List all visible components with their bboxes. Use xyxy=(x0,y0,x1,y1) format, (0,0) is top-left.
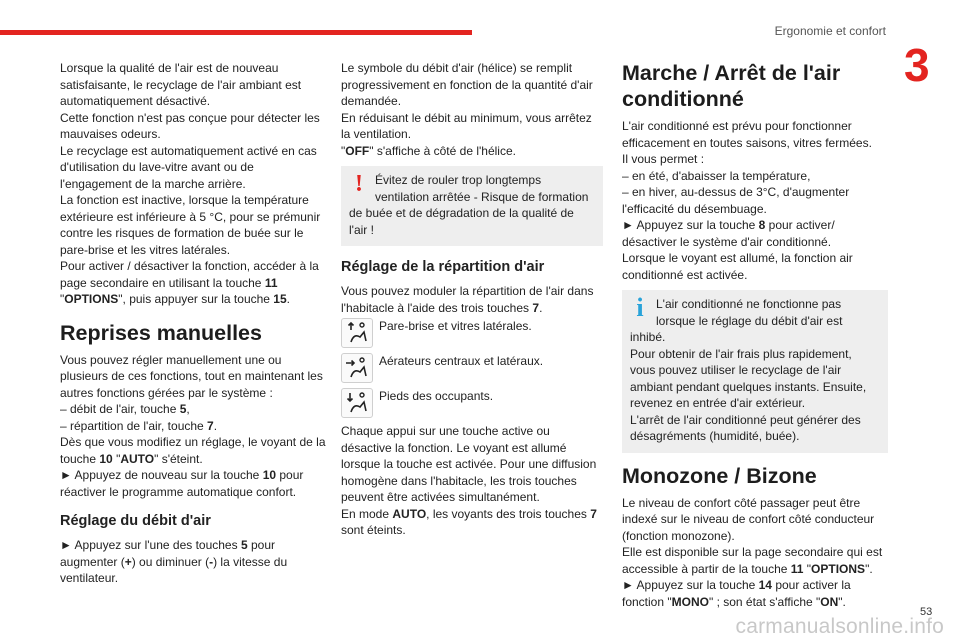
distribution-option: Pare-brise et vitres latérales. xyxy=(341,318,603,348)
distribution-option: Aérateurs centraux et latéraux. xyxy=(341,353,603,383)
vents-distribution-icon xyxy=(341,353,373,383)
paragraph: Le symbole du débit d'air (hélice) se remplit progressivement en fonction de la quantité d'air demandée. xyxy=(341,61,593,108)
list-item: – en été, d'abaisser la température, xyxy=(622,168,811,183)
instruction: ► Appuyez de nouveau sur la touche 10 pour réactiver le programme automatique confort. xyxy=(60,468,304,499)
info-icon: i xyxy=(636,293,644,322)
list-item: – débit de l'air, touche 5, xyxy=(60,402,190,416)
heading-monozone-bizone: Monozone / Bizone xyxy=(622,463,817,488)
instruction: ► Appuyez sur l'une des touches 5 pour augmenter (+) ou diminuer (-) la vitesse du ventilateur. xyxy=(60,538,288,585)
paragraph: En mode AUTO, les voyants des trois touches 7 sont éteints. xyxy=(341,506,597,537)
paragraph: Le recyclage est automatiquement activé en cas d'utilisation du lave-vitre avant ou de l'engagement de la marche arrière. xyxy=(60,143,317,191)
list-item: – répartition de l'air, touche 7. xyxy=(60,418,218,433)
column-3 xyxy=(622,60,888,610)
watermark: carmanualsonline.info xyxy=(735,615,944,638)
paragraph: L'air conditionné est prévu pour fonctionner efficacement en toutes saisons, vitres fermées. xyxy=(622,119,872,150)
paragraph: Vous pouvez moduler la répartition de l'air dans l'habitacle à l'aide des trois touches 7. xyxy=(341,284,594,315)
heading-reprises-manuelles: Reprises manuelles xyxy=(60,320,262,345)
paragraph: Chaque appui sur une touche active ou désactive la fonction. Le voyant est allumé lorsque la touche est activée. Pour une diffusion homogène dans l'habitacle, les trois touches peuvent être activées simultanément. xyxy=(341,424,597,504)
paragraph: Vous pouvez régler manuellement une ou plusieurs de ces fonctions, tout en maintenant les autres fonctions gérées par le système : xyxy=(60,352,323,400)
paragraph: En réduisant le débit au minimum, vous arrêtez la ventilation. xyxy=(341,110,592,141)
windscreen-distribution-icon xyxy=(341,318,373,348)
distribution-option: Pieds des occupants. xyxy=(341,388,603,418)
column-2 xyxy=(341,60,603,539)
paragraph: Dès que vous modifiez un réglage, le voyant de la touche 10 "AUTO" s'éteint. xyxy=(60,435,326,466)
paragraph: Elle est disponible sur la page secondaire qui est accessible à partir de la touche 11 "OPTIONS". xyxy=(622,545,883,576)
heading-repartition: Réglage de la répartition d'air xyxy=(341,259,545,275)
instruction: ► Appuyez sur la touche 8 pour activer/ désactiver le système d'air conditionné. xyxy=(622,218,835,249)
list-item: – en hiver, au-dessus de 3°C, d'augmenter l'efficacité du désembuage. xyxy=(622,185,850,216)
paragraph: Lorsque la qualité de l'air est de nouveau satisfaisante, le recyclage de l'air ambiant est automatiquement désactivé. xyxy=(60,61,302,108)
paragraph: Il vous permet : xyxy=(622,152,705,166)
heading-reglage-debit: Réglage du débit d'air xyxy=(60,513,211,529)
paragraph: "OFF" s'affiche à côté de l'hélice. xyxy=(341,143,516,158)
page-number: 53 xyxy=(920,606,933,618)
column-1 xyxy=(60,60,328,587)
warning-note: ! Évitez de rouler trop longtemps ventilation arrêtée - Risque de formation de buée et de dégradation de la qualité de l'air ! xyxy=(341,166,603,246)
paragraph: La fonction est inactive, lorsque la température extérieure est inférieure à 5 °C, pour se prémunir contre les risques de formation de buée sur le pare-brise et les vitres latérales. xyxy=(60,193,321,257)
paragraph: Lorsque le voyant est allumé, la fonction air conditionné est activée. xyxy=(622,251,853,282)
header-accent-bar xyxy=(0,30,472,35)
paragraph: Cette fonction n'est pas conçue pour détecter les mauvaises odeurs. xyxy=(60,110,320,141)
warning-exclamation-icon: ! xyxy=(355,171,363,197)
info-note: i L'air conditionné ne fonctionne pas lorsque le réglage du débit d'air est inhibé. Pour obtenir de l'air frais plus rapidement, vous pouvez utiliser le recyclage de l'air ambiant pendant quelques instants. Ensuite, revenez en entrée d'air extérieur. L'arrêt de l'air conditionné peut générer des désagréments (humidité, buée). xyxy=(622,290,888,453)
instruction: ► Appuyez sur la touche 14 pour activer la fonction "MONO" ; son état s'affiche "ON". xyxy=(622,578,851,609)
paragraph: Pour activer / désactiver la fonction, accéder à la page secondaire en utilisant la touche 11 "OPTIONS", puis appuyer sur la touche 15. xyxy=(60,259,319,306)
feet-distribution-icon xyxy=(341,388,373,418)
heading-marche-arret: Marche / Arrêt de l'air conditionné xyxy=(622,61,841,111)
paragraph: Le niveau de confort côté passager peut être indexé sur le niveau de confort côté conducteur (fonction monozone). xyxy=(622,495,875,543)
chapter-number: 3 xyxy=(904,39,930,91)
section-title: Ergonomie et confort xyxy=(774,24,886,38)
